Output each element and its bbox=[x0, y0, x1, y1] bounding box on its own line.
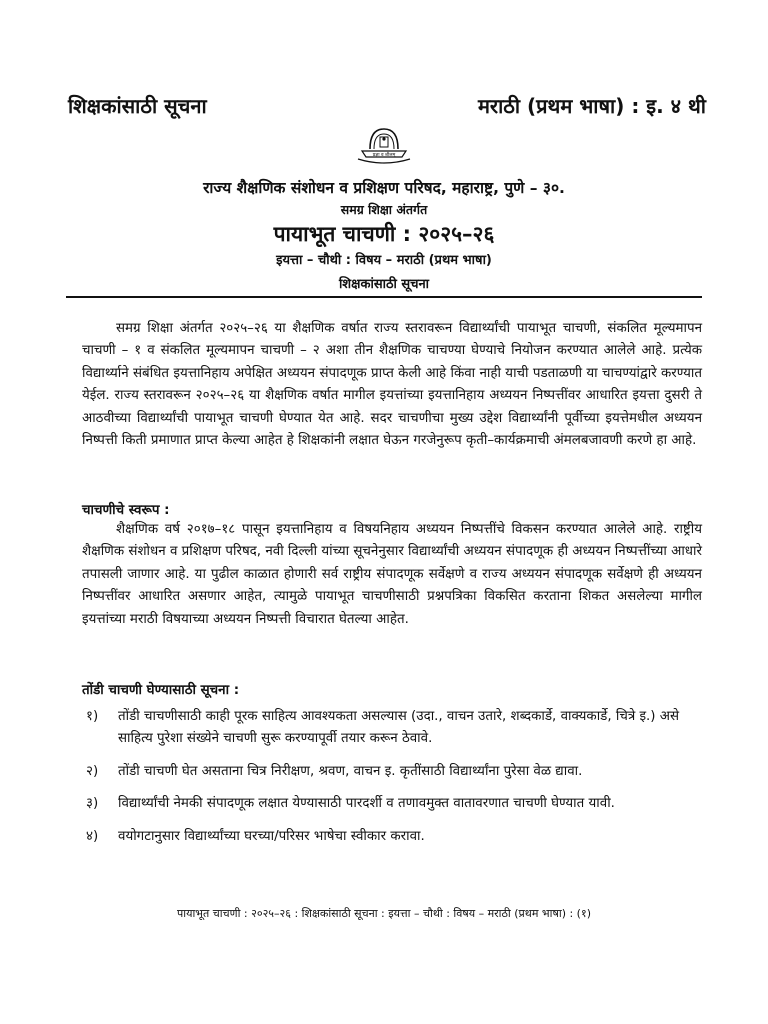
subject-line: इयत्ता – चौथी : विषय – मराठी (प्रथम भाषा) bbox=[276, 253, 492, 268]
header-divider bbox=[66, 296, 702, 298]
list-item bbox=[84, 793, 702, 815]
list-item-text: विद्यार्थ्यांची नेमकी संपादणूक लक्षात येण्यासाठी पारदर्शी व तणावमुक्त वातावरणात चाचणी घेण्यात यावी. bbox=[118, 796, 615, 812]
organization-name: राज्य शैक्षणिक संशोधन व प्रशिक्षण परिषद, महाराष्ट्र, पुणे – ३०. bbox=[203, 179, 565, 197]
intro-paragraph: समग्र शिक्षा अंतर्गत २०२५–२६ या शैक्षणिक वर्षात राज्य स्तरावरून विद्यार्थ्यांची पायाभूत चाचणी, संकलित मूल्यमापन चाचणी – १ व संकलित मूल्यमापन चाचणी – २ अशा तीन शैक्षणिक चाचण्या घेण्याचे नियोजन करण्यात आलेले आहे. प्रत्येक विद्यार्थ्याने संबंधित इयत्तानिहाय अपेक्षित अध्ययन संपादणूक प्राप्त केली आहे किंवा नाही याची पडताळणी या चाचण्यांद्वारे करण्यात येईल. राज्य स्तरावरून २०२५–२६ या शैक्षणिक वर्षात मागील इयत्तांच्या इयत्तानिहाय अध्ययन निष्पत्तींवर आधारित इयत्ता दुसरी ते आठवीच्या विद्यार्थ्यांची पायाभूत चाचणी घेण्यात येत आहे. सदर चाचणीचा मुख्य उद्देश विद्यार्थ्यांनी पूर्वीच्या इयत्तेमधील अध्ययन निष्पत्ती किती प्रमाणात प्राप्त केल्या आहेत हे शिक्षकांनी लक्षात घेऊन गरजेनुरूप कृती–कार्यक्रमाची अंमलबजावणी करणे हा आहे. bbox=[82, 321, 702, 449]
section-heading-format: चाचणीचे स्वरूप : bbox=[82, 503, 170, 518]
page-footer: पायाभूत चाचणी : २०२५–२६ : शिक्षकांसाठी सूचना : इयत्ता – चौथी : विषय – मराठी (प्रथम भाषा) : (१) bbox=[176, 907, 591, 920]
institution-emblem-icon bbox=[352, 125, 416, 171]
list-item-number: १) bbox=[86, 709, 99, 724]
list-item-number: २) bbox=[86, 763, 99, 779]
section-heading-oral-test: तोंडी चाचणी घेण्यासाठी सूचना : bbox=[82, 683, 240, 698]
list-item-text: वयोगटानुसार विद्यार्थ्यांच्या घरच्या/परिसर भाषेचा स्वीकार करावा. bbox=[118, 828, 425, 844]
list-item-text: तोंडी चाचणी घेत असताना चित्र निरीक्षण, श्रवण, वाचन इ. कृतींसाठी विद्यार्थ्यांना पुरेसा वेळ द्यावा. bbox=[118, 763, 583, 779]
list-item-number: ३) bbox=[86, 796, 99, 812]
test-title: पायाभूत चाचणी : २०२५–२६ bbox=[273, 222, 495, 246]
list-item bbox=[84, 761, 702, 783]
header-left-title: शिक्षकांसाठी सूचना bbox=[68, 94, 207, 118]
format-paragraph: शैक्षणिक वर्ष २०१७–१८ पासून इयत्तानिहाय व विषयनिहाय अध्ययन निष्पत्तींचे विकसन करण्यात आलेले आहे. राष्ट्रीय शैक्षणिक संशोधन व प्रशिक्षण परिषद, नवी दिल्ली यांच्या सूचनेनुसार विद्यार्थ्यांची अध्ययन संपादणूक ही अध्ययन निष्पत्तींच्या आधारे तपासली जाणार आहे. या पुढील काळात होणारी सर्व राष्ट्रीय संपादणूक सर्वेक्षणे व राज्य अध्ययन संपादणूक सर्वेक्षणे ही अध्ययन निष्पत्तींवर आधारित असणार आहेत, त्यामुळे पायाभूत चाचणीसाठी प्रश्नपत्रिका विकसित करताना शिकत असलेल्या मागील इयत्तांच्या मराठी विषयाच्या अध्ययन निष्पत्ती विचारात घेतल्या आहेत. bbox=[82, 522, 702, 627]
notice-line: शिक्षकांसाठी सूचना bbox=[338, 277, 430, 292]
list-item-number: ४) bbox=[86, 828, 99, 844]
program-line: समग्र शिक्षा अंतर्गत bbox=[340, 202, 428, 217]
list-item-text: तोंडी चाचणीसाठी काही पूरक साहित्य आवश्यकता असल्यास (उदा., वाचन उतारे, शब्दकार्डे, वाक्यकार्डे, चित्रे इ.) असे साहित्य पुरेशा संख्येने चाचणी सुरू करण्यापूर्वी तयार करून ठेवावे. bbox=[118, 709, 680, 747]
logo-motto: प्रज्ञा व शीलम् bbox=[372, 153, 396, 158]
page-header bbox=[68, 92, 706, 119]
list-item bbox=[84, 826, 702, 848]
oral-test-instructions-list bbox=[84, 706, 702, 858]
header-right-title: मराठी (प्रथम भाषा) : इ. ४ थी bbox=[477, 94, 706, 118]
list-item bbox=[84, 706, 702, 751]
